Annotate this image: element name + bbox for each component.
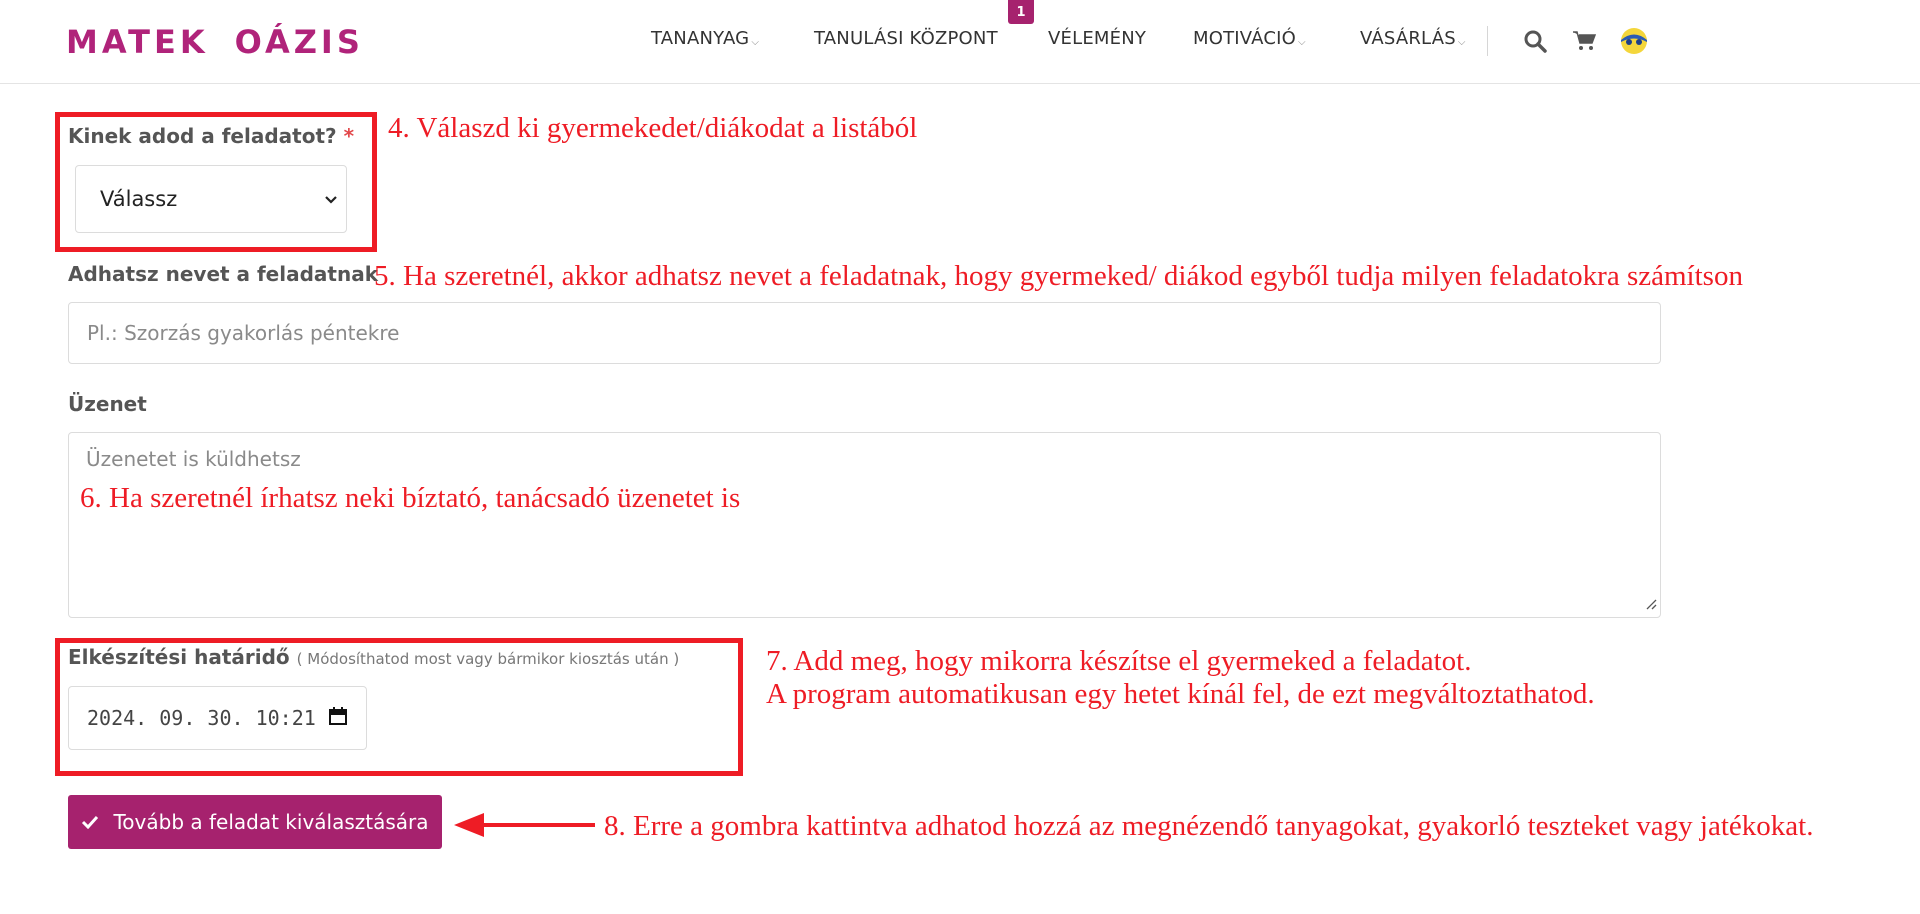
nav-item-tananyag[interactable]: TANANYAG ⌵: [651, 28, 760, 49]
annotation-step7: 7. Add meg, hogy mikorra készítse el gyermeked a feladatot. A program automatikusan egy hetet kínál fel, de ezt megváltoztathatod.: [766, 645, 1595, 711]
annotation-step6: 6. Ha szeretnél írhatsz neki bíztató, tanácsadó üzenetet is: [80, 482, 741, 514]
chevron-down-icon: ⌵: [751, 37, 760, 48]
logo-text-oazis: OÁZIS: [234, 23, 364, 61]
recipient-select[interactable]: Válassz: [75, 165, 347, 233]
deadline-datetime-input[interactable]: 2024. 09. 30. 10:21: [68, 686, 367, 750]
arrow-left-icon: [452, 810, 598, 844]
site-logo[interactable]: [66, 22, 364, 62]
nav-item-tanulasi-kozpont[interactable]: TANULÁSI KÖZPONT: [814, 28, 998, 49]
logo-text-matek: MATEK: [66, 23, 209, 61]
nav-item-motivacio[interactable]: MOTIVÁCIÓ ⌵: [1193, 28, 1306, 49]
task-name-input[interactable]: Pl.: Szorzás gyakorlás péntekre: [68, 302, 1661, 364]
nav-item-velemeny[interactable]: VÉLEMÉNY: [1048, 28, 1147, 49]
recipient-label: Kinek adod a feladatot? *: [68, 124, 355, 148]
nav-item-vasarlas[interactable]: VÁSÁRLÁS ⌵: [1360, 28, 1466, 49]
resize-handle-icon[interactable]: [1645, 595, 1657, 614]
annotation-step4: 4. Válaszd ki gyermekedet/diákodat a listából: [388, 112, 918, 144]
chevron-down-icon: ⌵: [1298, 37, 1306, 48]
annotation-step8: 8. Erre a gombra kattintva adhatod hozzá az megnézendő tanyagokat, gyakorló teszteket vagy jatékokat.: [604, 810, 1814, 842]
message-label: Üzenet: [68, 392, 147, 416]
task-name-label: Adhatsz nevet a feladatnak: [68, 262, 379, 286]
search-icon[interactable]: [1521, 27, 1549, 55]
chevron-down-icon: ⌵: [1457, 37, 1466, 48]
message-textarea[interactable]: Üzenetet is küldhetsz: [68, 432, 1661, 618]
avatar-icon[interactable]: [1620, 27, 1648, 55]
deadline-label: Elkészítési határidő ( Módosíthatod most vagy bármikor kiosztás után ): [68, 645, 680, 669]
cart-icon[interactable]: [1570, 27, 1598, 55]
check-icon: [81, 810, 99, 834]
calendar-icon[interactable]: [328, 706, 348, 730]
deadline-hint: ( Módosíthatod most vagy bármikor kiosztás után ): [296, 650, 680, 668]
continue-to-task-selection-button[interactable]: Tovább a feladat kiválasztására: [68, 795, 442, 849]
chevron-down-icon: [324, 190, 338, 209]
notification-badge: 1: [1008, 0, 1034, 24]
annotation-step5: 5. Ha szeretnél, akkor adhatsz nevet a feladatnak, hogy gyermeked/ diákod egyből tudja milyen feladatokra számítson: [374, 260, 1743, 292]
nav-divider: [1487, 26, 1488, 56]
